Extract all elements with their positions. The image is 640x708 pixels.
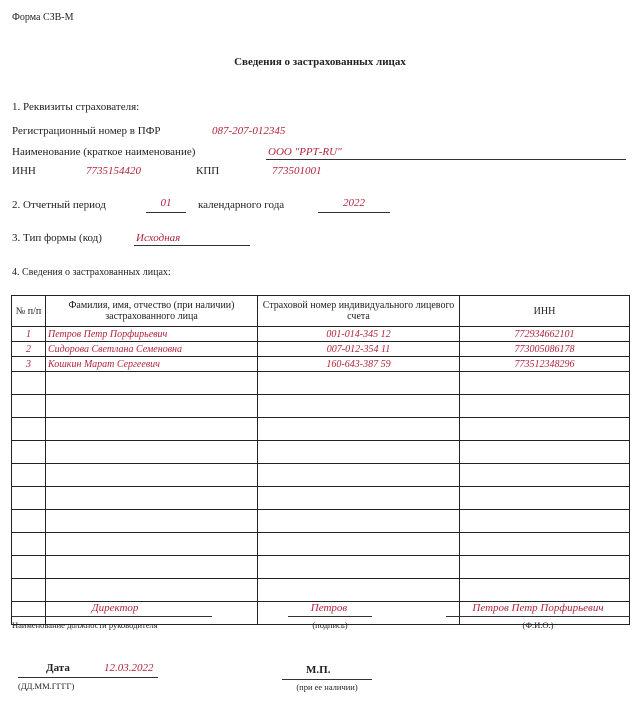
org-name-value[interactable]: ООО "РРТ-RU" <box>268 146 342 158</box>
year-label: календарного года <box>198 199 285 211</box>
table-cell-empty <box>460 372 630 395</box>
table-cell-empty <box>258 510 460 533</box>
row-inn: 772934662101 <box>460 327 630 342</box>
table-cell-empty <box>46 487 258 510</box>
table-cell-empty <box>46 556 258 579</box>
table-cell-empty <box>12 487 46 510</box>
reg-number-value[interactable]: 087-207-012345 <box>212 125 286 137</box>
table-cell-empty <box>46 395 258 418</box>
row-name: Петров Петр Порфирьевич <box>46 327 258 342</box>
position-caption: Наименование должности руководителя <box>12 620 158 630</box>
table-cell-empty <box>460 579 630 602</box>
section1-heading: 1. Реквизиты страхователя: <box>12 101 140 113</box>
col-header-num: № п/п <box>12 296 46 327</box>
table-cell-empty <box>258 395 460 418</box>
table-row-empty <box>12 372 630 395</box>
table-cell-empty <box>460 510 630 533</box>
table-row-empty <box>12 556 630 579</box>
row-num: 3 <box>12 357 46 372</box>
period-underline <box>146 212 186 213</box>
table-cell-empty <box>12 533 46 556</box>
table-row-empty <box>12 579 630 602</box>
section4-label: 4. Сведения о застрахованных лицах: <box>12 267 171 278</box>
table-row-empty <box>12 464 630 487</box>
date-caption: (ДД.ММ.ГГГГ) <box>18 681 75 691</box>
table-cell-empty <box>258 487 460 510</box>
table-row[interactable] <box>12 342 630 357</box>
table-cell-empty <box>12 556 46 579</box>
table-cell-empty <box>460 441 630 464</box>
table-row-empty <box>12 441 630 464</box>
stamp-underline <box>282 679 372 680</box>
form-type-underline <box>134 245 250 246</box>
table-cell-empty <box>46 441 258 464</box>
signature-caption: (подпись) <box>312 620 348 630</box>
col-header-snils: Страховой номер индивидуального лицевого счета <box>258 296 460 327</box>
table-cell-empty <box>12 464 46 487</box>
form-type-label: 3. Тип формы (код) <box>12 232 102 244</box>
position-underline <box>12 616 212 617</box>
row-num: 1 <box>12 327 46 342</box>
date-value[interactable]: 12.03.2022 <box>104 662 154 674</box>
director-signature[interactable]: Петров <box>310 602 348 614</box>
table-cell-empty <box>12 418 46 441</box>
table-cell-empty <box>258 372 460 395</box>
table-cell-empty <box>258 418 460 441</box>
table-cell-empty <box>258 441 460 464</box>
table-header-row <box>12 296 630 327</box>
row-inn: 773005086178 <box>460 342 630 357</box>
table-cell-empty <box>12 579 46 602</box>
table-cell-empty <box>460 487 630 510</box>
signature-underline <box>288 616 372 617</box>
table-cell-empty <box>12 372 46 395</box>
fio-caption: (Ф.И.О.) <box>522 620 554 630</box>
period-label: 2. Отчетный период <box>12 199 106 211</box>
stamp-label: М.П. <box>306 664 331 676</box>
table-cell-empty <box>258 464 460 487</box>
row-snils: 001-014-345 12 <box>258 327 460 342</box>
org-name-underline <box>266 159 626 160</box>
year-underline <box>318 212 390 213</box>
period-value[interactable]: 01 <box>160 197 172 209</box>
row-inn: 773512348296 <box>460 357 630 372</box>
form-type-value[interactable]: Исходная <box>136 232 181 244</box>
fio-underline <box>446 616 630 617</box>
table-cell-empty <box>46 510 258 533</box>
table-row[interactable] <box>12 327 630 342</box>
stamp-caption: (при ее наличии) <box>296 682 358 692</box>
table-cell-empty <box>46 372 258 395</box>
org-name-label: Наименование (краткое наименование) <box>12 146 196 158</box>
kpp-label: КПП <box>196 165 220 177</box>
table-cell-empty <box>46 418 258 441</box>
col-header-inn: ИНН <box>460 296 630 327</box>
table-cell-empty <box>258 579 460 602</box>
director-fio[interactable]: Петров Петр Порфирьевич <box>472 602 604 614</box>
table-cell-empty <box>46 464 258 487</box>
table-cell-empty <box>460 395 630 418</box>
year-value[interactable]: 2022 <box>343 197 365 209</box>
table-row-empty <box>12 533 630 556</box>
date-underline <box>18 677 158 678</box>
table-cell-empty <box>12 441 46 464</box>
page-title: Сведения о застрахованных лицах <box>234 56 406 68</box>
row-snils: 160-643-387 59 <box>258 357 460 372</box>
row-num: 2 <box>12 342 46 357</box>
inn-label: ИНН <box>12 165 36 177</box>
row-name: Сидорова Светлана Семеновна <box>46 342 258 357</box>
kpp-value[interactable]: 773501001 <box>272 165 322 177</box>
table-cell-empty <box>258 556 460 579</box>
table-cell-empty <box>12 395 46 418</box>
table-cell-empty <box>12 510 46 533</box>
director-position[interactable]: Директор <box>91 602 139 614</box>
row-name: Кошкин Марат Сергеевич <box>46 357 258 372</box>
table-row-empty <box>12 510 630 533</box>
table-row-empty <box>12 487 630 510</box>
row-snils: 007-012-354 11 <box>258 342 460 357</box>
table-cell-empty <box>460 556 630 579</box>
table-cell-empty <box>258 533 460 556</box>
table-cell-empty <box>460 418 630 441</box>
reg-number-label: Регистрационный номер в ПФР <box>12 125 161 137</box>
col-header-name: Фамилия, имя, отчество (при наличии) застрахованного лица <box>46 296 258 327</box>
table-cell-empty <box>46 533 258 556</box>
date-label: Дата <box>46 662 70 674</box>
table-cell-empty <box>460 464 630 487</box>
table-row[interactable] <box>12 357 630 372</box>
form-code: Форма СЗВ-М <box>12 12 74 23</box>
table-cell-empty <box>460 533 630 556</box>
insured-persons-table <box>11 295 630 625</box>
table-cell-empty <box>46 579 258 602</box>
table-row-empty <box>12 395 630 418</box>
table-row-empty <box>12 418 630 441</box>
inn-value[interactable]: 7735154420 <box>86 165 141 177</box>
